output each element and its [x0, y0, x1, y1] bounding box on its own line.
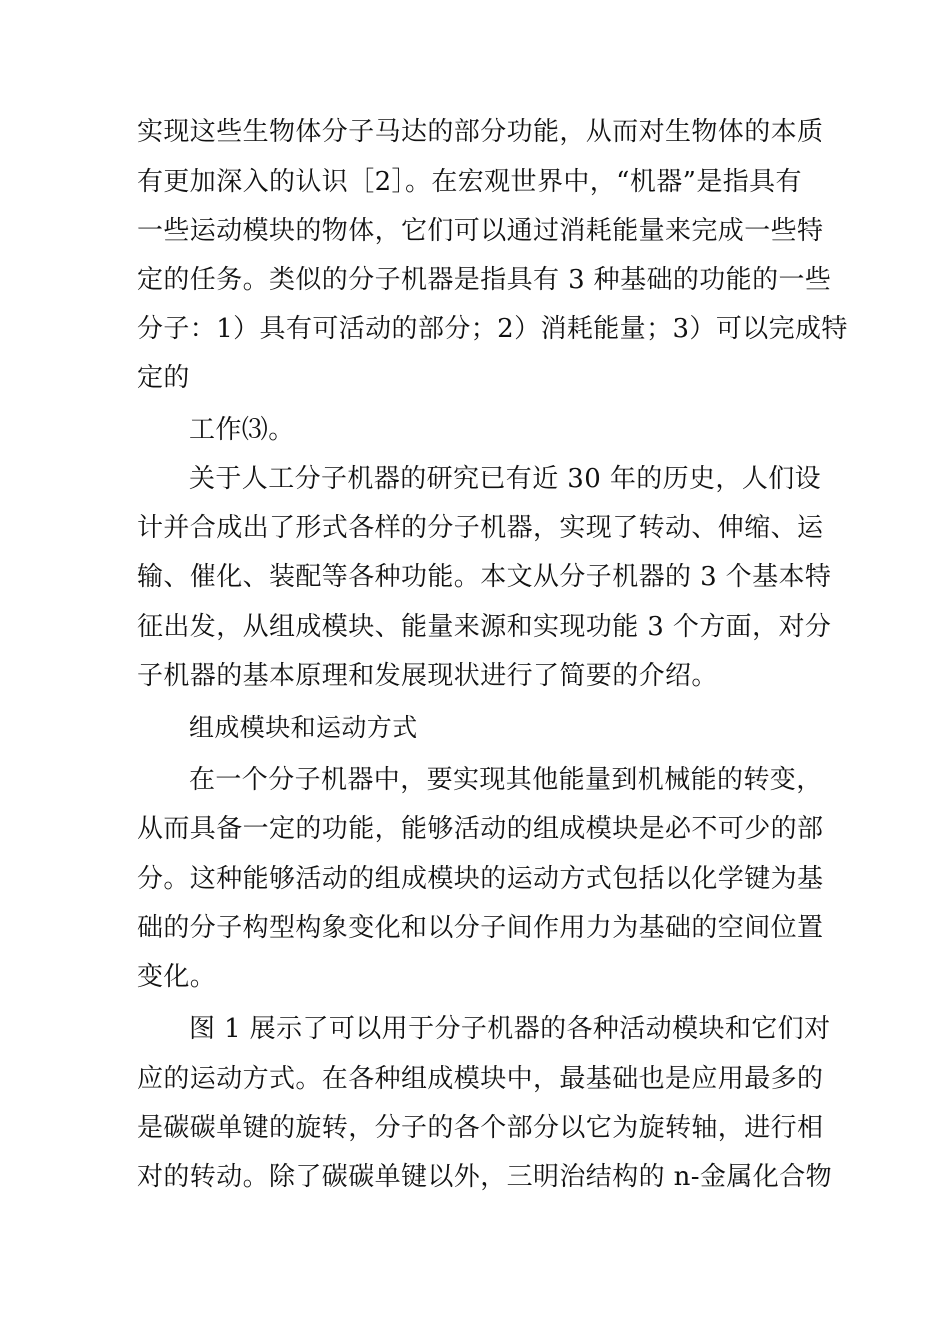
text-line: 定的	[137, 363, 190, 393]
text-line: 应的运动方式。在各种组成模块中，最基础也是应用最多的	[137, 1064, 824, 1094]
text-line: 实现这些生物体分子马达的部分功能，从而对生物体的本质	[137, 117, 824, 147]
text-line: 征出发，从组成模块、能量来源和实现功能 3 个方面，对分	[137, 612, 832, 642]
paragraph-start: 图 1 展示了可以用于分子机器的各种活动模块和它们对	[189, 1014, 831, 1044]
text-line: 定的任务。类似的分子机器是指具有 3 种基础的功能的一些	[137, 265, 832, 295]
text-line: 是碳碳单键的旋转，分子的各个部分以它为旋转轴，进行相	[137, 1113, 824, 1143]
text-line: 础的分子构型构象变化和以分子间作用力为基础的空间位置	[137, 913, 824, 943]
text-line: 分子：1）具有可活动的部分；2）消耗能量；3）可以完成特	[137, 314, 848, 344]
text-line: 工作⑶。	[189, 415, 295, 445]
paragraph-start: 关于人工分子机器的研究已有近 30 年的历史，人们设	[189, 464, 822, 494]
text-line: 对的转动。除了碳碳单键以外，三明治结构的 n-金属化合物	[137, 1162, 832, 1192]
text-line: 有更加深入的认识［2］。在宏观世界中，“机器”是指具有	[137, 167, 802, 197]
text-line: 变化。	[137, 962, 217, 992]
text-line: 计并合成出了形式各样的分子机器，实现了转动、伸缩、运	[137, 513, 824, 543]
paragraph-start: 在一个分子机器中，要实现其他能量到机械能的转变，	[189, 765, 823, 795]
text-line: 输、催化、装配等各种功能。本文从分子机器的 3 个基本特	[137, 562, 832, 592]
text-line: 分。这种能够活动的组成模块的运动方式包括以化学键为基	[137, 864, 824, 894]
text-line: 一些运动模块的物体，它们可以通过消耗能量来完成一些特	[137, 216, 824, 246]
text-line: 子机器的基本原理和发展现状进行了简要的介绍。	[137, 661, 718, 691]
section-heading: 组成模块和运动方式	[189, 713, 418, 742]
text-line: 从而具备一定的功能，能够活动的组成模块是必不可少的部	[137, 814, 824, 844]
